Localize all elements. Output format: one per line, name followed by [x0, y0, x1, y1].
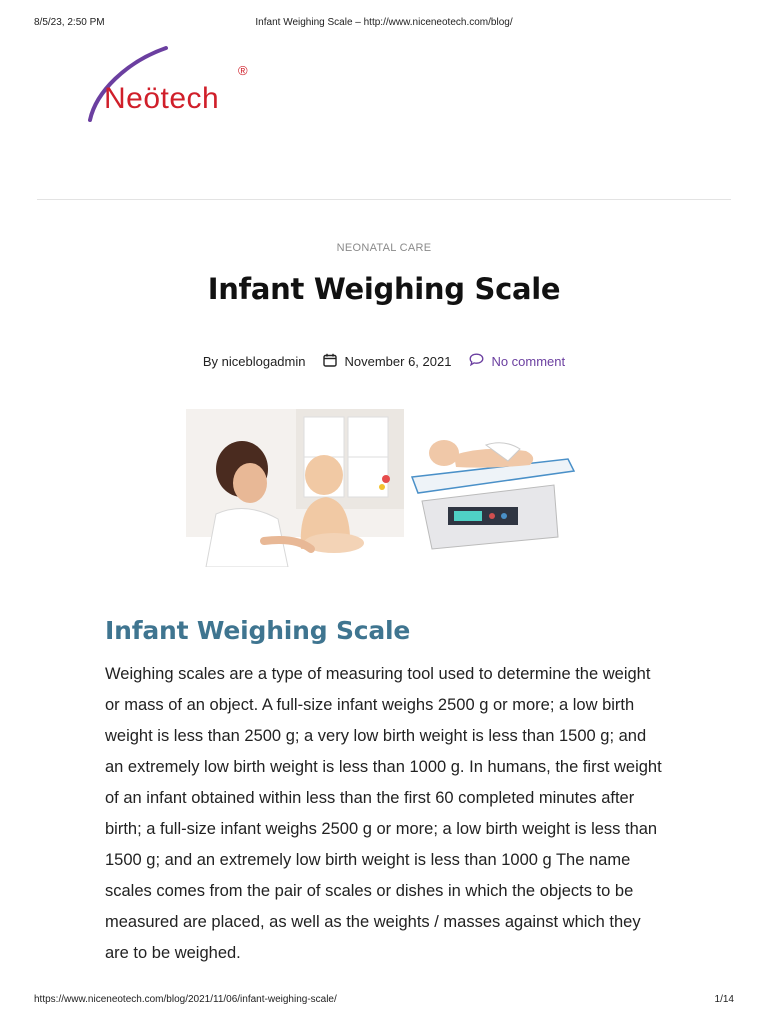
post-author[interactable]: By niceblogadmin	[202, 353, 306, 369]
print-page-number: 1/14	[714, 994, 734, 1005]
post-title: Infant Weighing Scale	[207, 272, 561, 306]
print-url: https://www.niceneotech.com/blog/2021/11/06/infant-weighing-scale/	[34, 994, 337, 1005]
registered-mark: ®	[238, 63, 248, 78]
comments-link[interactable]: No comment	[491, 353, 566, 369]
article-content	[105, 616, 665, 969]
print-page-title: Infant Weighing Scale – http://www.niceneotech.com/blog/	[255, 17, 513, 28]
print-datetime: 8/5/23, 2:50 PM	[34, 17, 105, 28]
logo-text: Neötech	[104, 82, 220, 115]
article-heading: Infant Weighing Scale	[105, 616, 411, 645]
article-paragraph: Weighing scales are a type of measuring tool used to determine the weight or mass of an object. A full-size infant weighs 2500 g or more; a low birth weight is less than 2500 g; a very low birth weight is less than 1500 g; and an extremely low birth weight is less than 1000 g. In humans, the first weight of an infant obtained within less than the first 60 completed minutes after birth; a full-size infant weighs 2500 g or more; a low birth weight is less than 1500 g; and an extremely low birth weight is less than 1000 g The name scales comes from the pair of scales or dishes in which the objects to be measured are placed, as well as the weights / masses against which they are to be weighed.	[105, 665, 662, 962]
print-footer	[34, 994, 734, 1008]
print-header	[34, 17, 734, 31]
featured-image	[186, 409, 576, 567]
post-meta	[0, 352, 768, 370]
comment-icon	[469, 353, 484, 369]
header-divider	[37, 199, 731, 200]
calendar-icon	[323, 353, 337, 370]
post-category[interactable]: NEONATAL CARE	[336, 242, 432, 254]
site-logo[interactable]	[82, 44, 262, 126]
post-date: November 6, 2021	[344, 353, 452, 369]
